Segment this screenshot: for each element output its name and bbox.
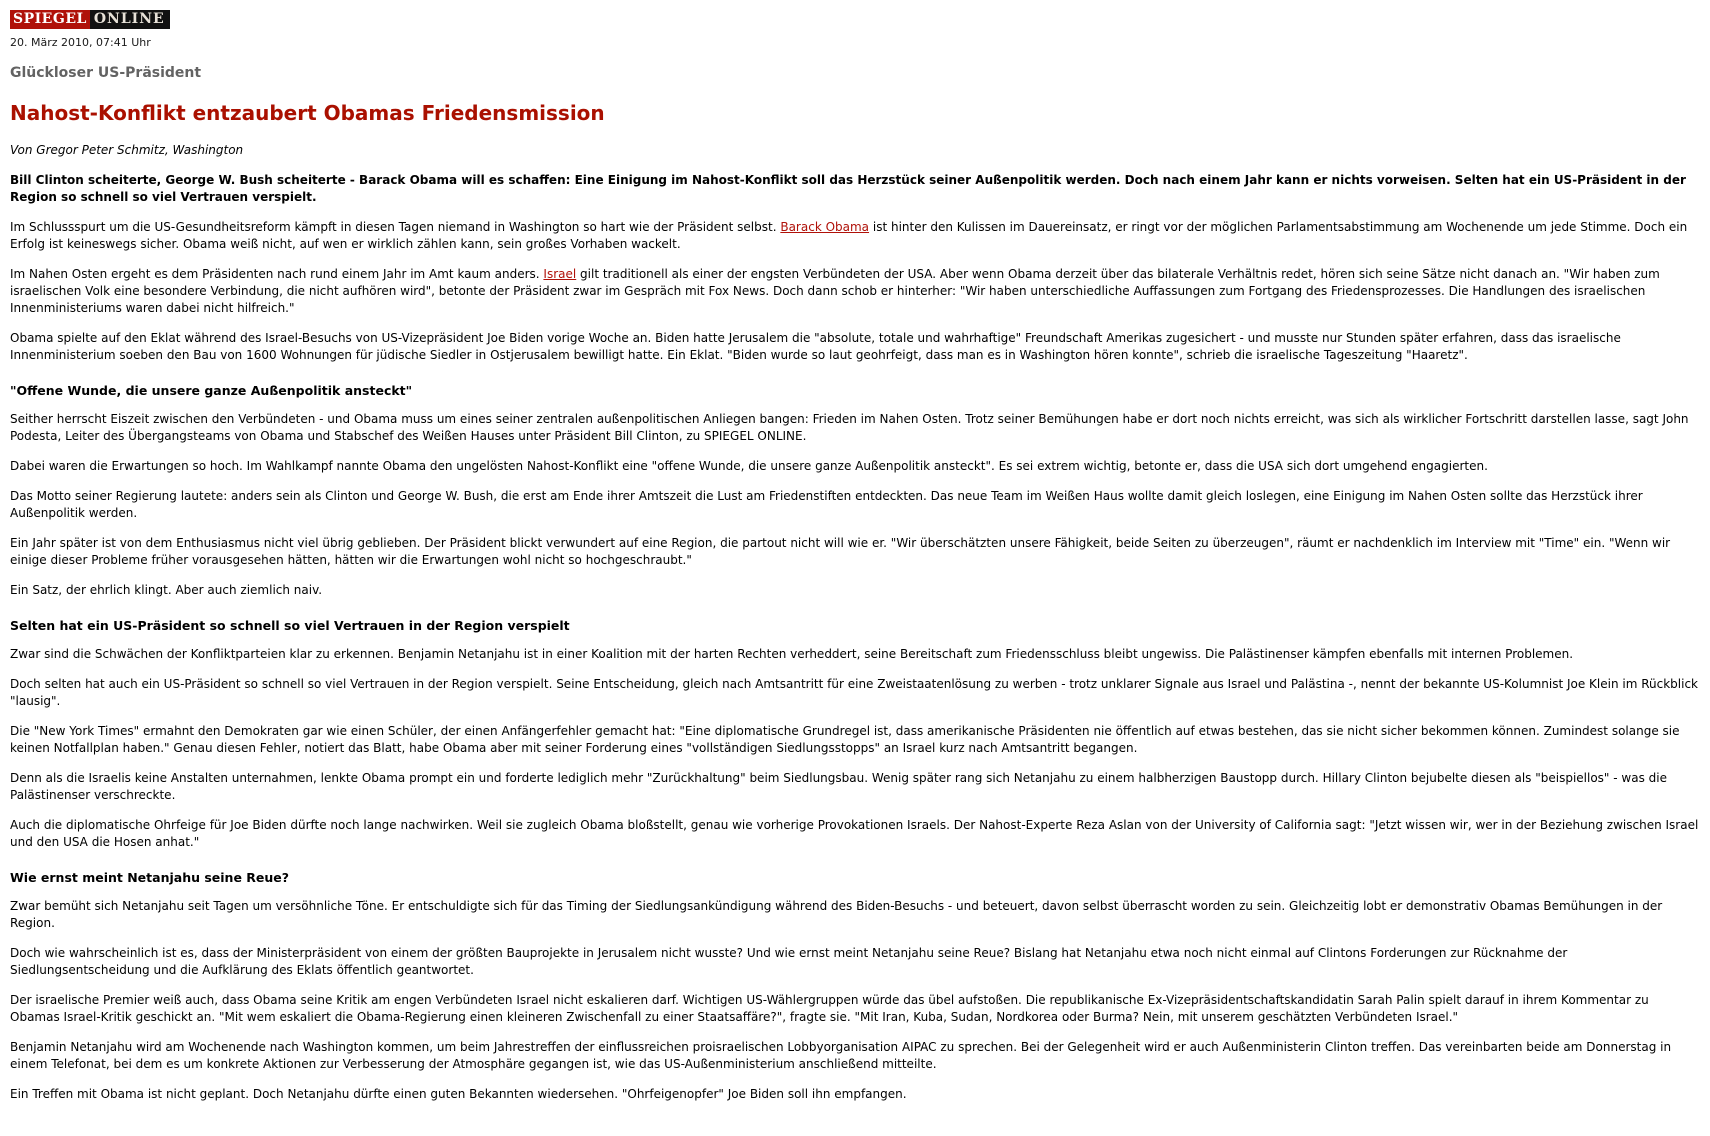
paragraph: Dabei waren die Erwartungen so hoch. Im Wahlkampf nannte Obama den ungelösten Nahost-Konflikt eine "offene Wunde, die unsere ganze Außenpolitik ansteckt". Es sei extrem wichtig, betonte er, dass die USA sich dort umgehend engagierten. <box>10 459 1488 473</box>
logo-online-badge: ONLINE <box>90 10 170 29</box>
paragraph-text: ist hinter den Kulissen im Dauereinsatz, er ringt vor der möglichen Parlamentsabstimmung am Wochenende um jede Stimme. Doch ein Erfolg ist keineswegs sicher. Obama weiß nicht, auf wen er wirklich zählen kann, sein großes Vorhaben wackelt. <box>10 220 1688 251</box>
page-header <box>10 8 1700 49</box>
article-lead: Bill Clinton scheiterte, George W. Bush scheiterte - Barack Obama will es schaffen: Eine Einigung im Nahost-Konflikt soll das Herzstück seiner Außenpolitik werden. Doch nach einem Jahr kann er nichts vorweisen. Selten hat ein US-Präsident in der Region so schnell so viel Vertrauen verspielt. <box>10 173 1686 204</box>
paragraph: Die "New York Times" ermahnt den Demokraten gar wie einen Schüler, der einen Anfängerfehler gemacht hat: "Eine diplomatische Grundregel ist, dass amerikanische Präsidenten nie öffentlich auf etwas bestehen, das sie nicht sicher bekommen können. Zumindest solange sie keinen Notfallplan haben." Genau diesen Fehler, notiert das Blatt, habe Obama aber mit seiner Forderung eines "vollständigen Siedlungsstopps" an Israel kurz nach Amtsantritt begangen. <box>10 724 1680 755</box>
paragraph: Ein Treffen mit Obama ist nicht geplant. Doch Netanjahu dürfte einen guten Bekannten wiedersehen. "Ohrfeigenopfer" Joe Biden soll ihn empfangen. <box>10 1087 907 1101</box>
paragraph: Das Motto seiner Regierung lautete: anders sein als Clinton und George W. Bush, die erst am Ende ihrer Amtszeit die Lust am Friedenstiften entdeckten. Das neue Team im Weißen Haus wollte damit gleich loslegen, eine Einigung im Nahen Osten sollte das Herzstück ihrer Außenpolitik werden. <box>10 489 1643 520</box>
paragraph: Doch wie wahrscheinlich ist es, dass der Ministerpräsident von einem der größten Bauprojekte in Jerusalem nicht wusste? Und wie ernst meint Netanjahu seine Reue? Bislang hat Netanjahu etwa noch nicht einmal auf Clintons Forderungen zur Rücknahme der Siedlungsentscheidung und die Aufklärung des Eklats öffentlich geantwortet. <box>10 946 1568 977</box>
section-subhead: Selten hat ein US-Präsident so schnell so viel Vertrauen in der Region verspielt <box>10 618 570 633</box>
paragraph: Obama spielte auf den Eklat während des Israel-Besuchs von US-Vizepräsident Joe Biden vorige Woche an. Biden hatte Jerusalem die "absolute, totale und wahrhaftige" Freundschaft Amerikas zugesichert - und musste nur Stunden später erfahren, dass das israelische Innenministerium soeben den Bau von 1600 Wohnungen für jüdische Siedler in Ostjerusalem bewilligt hatte. Ein Eklat. "Biden wurde so laut geohrfeigt, dass man es in Washington hören konnte", schrieb die israelische Tageszeitung "Haaretz". <box>10 331 1621 362</box>
paragraph-text: Im Nahen Osten ergeht es dem Präsidenten nach rund einem Jahr im Amt kaum anders. <box>10 267 544 281</box>
paragraph: Seither herrscht Eiszeit zwischen den Verbündeten - und Obama muss um eines seiner zentralen außenpolitischen Anliegen bangen: Frieden im Nahen Osten. Trotz seiner Bemühungen habe er dort noch nichts erreicht, was sich als wirklicher Fortschritt darstellen lasse, sagt John Podesta, Leiter des Übergangsteams von Obama und Stabschef des Weißen Hauses unter Präsident Bill Clinton, zu SPIEGEL ONLINE. <box>10 412 1689 443</box>
paragraph: Zwar bemüht sich Netanjahu seit Tagen um versöhnliche Töne. Er entschuldigte sich für das Timing der Siedlungsankündigung während des Biden-Besuchs - und beteuert, davon selbst überrascht worden zu sein. Gleichzeitig lobt er demonstrativ Obamas Bemühungen in der Region. <box>10 899 1663 930</box>
paragraph: Ein Jahr später ist von dem Enthusiasmus nicht viel übrig geblieben. Der Präsident blickt verwundert auf eine Region, die partout nicht will wie er. "Wir überschätzten unsere Fähigkeit, beide Seiten zu überzeugen", räumt er nachdenklich im Interview mit "Time" ein. "Wenn wir einige dieser Probleme früher vorausgesehen hätten, hätten wir die Erwartungen wohl nicht so hochgeschraubt." <box>10 536 1671 567</box>
paragraph: Ein Satz, der ehrlich klingt. Aber auch ziemlich naiv. <box>10 583 323 597</box>
article-date: 20. März 2010, 07:41 Uhr <box>10 36 151 49</box>
section-subhead: Wie ernst meint Netanjahu seine Reue? <box>10 870 290 885</box>
spiegel-online-logo[interactable] <box>10 10 170 29</box>
link-israel[interactable]: Israel <box>543 267 577 281</box>
paragraph-text: Im Schlussspurt um die US-Gesundheitsreform kämpft in diesen Tagen niemand in Washington so hart wie der Präsident selbst. <box>10 220 781 234</box>
link-barack-obama[interactable]: Barack Obama <box>780 220 870 234</box>
paragraph: Auch die diplomatische Ohrfeige für Joe Biden dürfte noch lange nachwirken. Weil sie zugleich Obama bloßstellt, genau wie vorherige Provokationen Israels. Der Nahost-Experte Reza Aslan von der University of California sagt: "Jetzt wissen wir, wer in der Beziehung zwischen Israel und den USA die Hosen anhat." <box>10 818 1699 849</box>
logo-spiegel-badge: SPIEGEL <box>10 10 90 29</box>
paragraph: Benjamin Netanjahu wird am Wochenende nach Washington kommen, um beim Jahrestreffen der einflussreichen proisraelischen Lobbyorganisation AIPAC zu sprechen. Bei der Gelegenheit wird er auch Außenministerin Clinton treffen. Das vereinbarten beide am Donnerstag in einem Telefonat, bei dem es um konkrete Aktionen zur Verbesserung der Atmosphäre gegangen ist, wie das US-Außenministerium anschließend mitteilte. <box>10 1040 1672 1071</box>
section-subhead: "Offene Wunde, die unsere ganze Außenpolitik ansteckt" <box>10 383 413 398</box>
article-kicker: Glückloser US-Präsident <box>10 65 202 81</box>
paragraph-text: gilt traditionell als einer der engsten Verbündeten der USA. Aber wenn Obama derzeit über das bilaterale Verhältnis redet, hören sich seine Sätze nicht danach an. "Wir haben zum israelischen Volk eine besondere Verbindung, die nicht aufhören wird", betonte der Präsident zwar im Gespräch mit Fox News. Doch dann schob er hinterher: "Wir haben unterschiedliche Auffassungen zum Fortgang des Friedensprozesses. Die Handlungen des israelischen Innenministeriums waren dabei nicht hilfreich." <box>10 267 1660 315</box>
paragraph <box>10 219 1700 253</box>
paragraph: Zwar sind die Schwächen der Konfliktparteien klar zu erkennen. Benjamin Netanjahu ist in einer Koalition mit der harten Rechten verheddert, seine Bereitschaft zum Friedensschluss bleibt ungewiss. Die Palästinenser kämpfen ebenfalls mit internen Problemen. <box>10 647 1574 661</box>
paragraph: Der israelische Premier weiß auch, dass Obama seine Kritik am engen Verbündeten Israel nicht eskalieren darf. Wichtigen US-Wählergruppen würde das übel aufstoßen. Die republikanische Ex-Vizepräsidentschaftskandidatin Sarah Palin spielt darauf in ihrem Kommentar zu Obamas Israel-Kritik geschickt an. "Mit wem eskaliert die Obama-Regierung einen kleineren Zwischenfall zu einer Staatsaffäre?", fragte sie. "Mit Iran, Kuba, Sudan, Nordkorea oder Burma? Nein, mit unserem geschätzten Verbündeten Israel." <box>10 993 1649 1024</box>
paragraph <box>10 266 1700 317</box>
article-body <box>10 65 1700 1103</box>
article-headline: Nahost-Konflikt entzaubert Obamas Friedensmission <box>10 101 605 125</box>
paragraph: Denn als die Israelis keine Anstalten unternahmen, lenkte Obama prompt ein und forderte lediglich mehr "Zurückhaltung" beim Siedlungsbau. Wenig später rang sich Netanjahu zu einem halbherzigen Baustopp durch. Hillary Clinton bejubelte diesen als "beispiellos" - was die Palästinenser verschreckte. <box>10 771 1667 802</box>
paragraph: Doch selten hat auch ein US-Präsident so schnell so viel Vertrauen in der Region verspielt. Seine Entscheidung, gleich nach Amtsantritt für eine Zweistaatenlösung zu werben - trotz unklarer Signale aus Israel und Palästina -, nennt der bekannte US-Kolumnist Joe Klein im Rückblick "lausig". <box>10 677 1699 708</box>
article-byline: Von Gregor Peter Schmitz, Washington <box>10 143 244 157</box>
